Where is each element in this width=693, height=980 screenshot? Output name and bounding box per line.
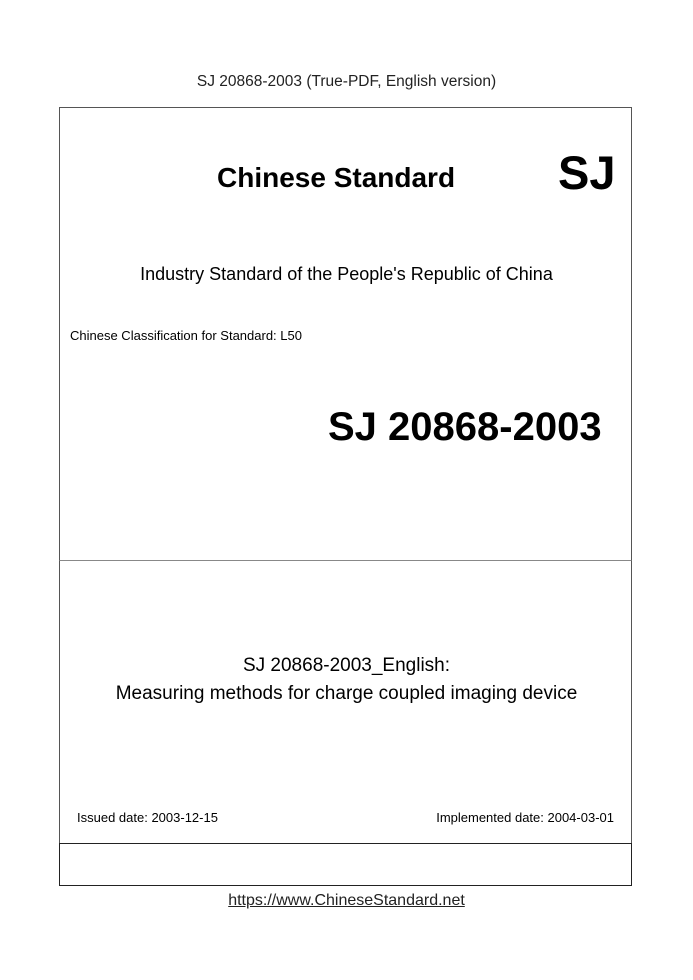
document-title: [0, 652, 693, 708]
document-title-line2: Measuring methods for charge coupled imaging device: [115, 683, 578, 704]
standard-mark: SJ: [558, 146, 616, 199]
cover-bottom-panel: [59, 843, 632, 886]
footer: [0, 892, 693, 910]
classification-label: Chinese Classification for Standard: L50: [70, 328, 302, 343]
document-title-line1: SJ 20868-2003_English:: [242, 655, 451, 676]
website-link[interactable]: https://www.ChineseStandard.net: [228, 892, 465, 909]
standard-number: SJ 20868-2003: [328, 405, 602, 449]
implemented-date: Implemented date: 2004-03-01: [436, 810, 614, 825]
issued-date: Issued date: 2003-12-15: [77, 810, 218, 825]
page-header: SJ 20868-2003 (True-PDF, English version): [196, 73, 497, 90]
cover-subtitle: Industry Standard of the People's Republic of China: [140, 264, 553, 284]
cover-title: Chinese Standard: [217, 162, 456, 193]
